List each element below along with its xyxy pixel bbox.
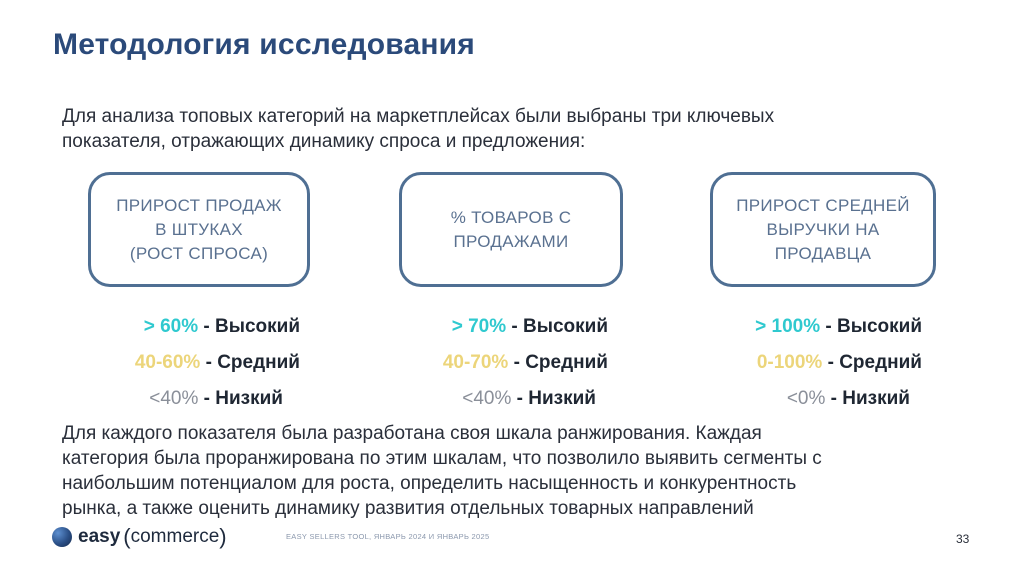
threshold-mid: 40-60% <box>134 352 201 373</box>
logo-paren-close: ) <box>219 524 227 549</box>
logo-text-commerce: commerce <box>130 526 220 547</box>
outro-line: Для каждого показателя была разработана своя шкала ранжирования. Каждая <box>62 423 762 444</box>
threshold-low: <40% <box>462 388 512 409</box>
threshold-low: <40% <box>149 388 199 409</box>
scale-sales-growth <box>60 313 300 421</box>
brand-logo <box>52 524 227 550</box>
logo-circle-icon <box>52 527 72 547</box>
scale-row-high <box>368 313 608 349</box>
outro-line: рынка, а также оценить динамику развития отдельных товарных направлений <box>62 498 754 519</box>
footer-source-text: EASY SELLERS TOOL, ЯНВАРЬ 2024 И ЯНВАРЬ 2025 <box>286 532 490 541</box>
intro-line: показателя, отражающих динамику спроса и предложения: <box>62 131 586 152</box>
level-label: - Низкий <box>198 388 283 409</box>
scale-row-low <box>60 385 300 421</box>
intro-line: Для анализа топовых категорий на маркетплейсах были выбраны три ключевых <box>62 106 775 127</box>
slide-title: Методология исследования <box>53 28 476 61</box>
level-label: - Высокий <box>820 316 922 337</box>
logo-paren-open: ( <box>123 524 131 549</box>
level-label: - Низкий <box>825 388 910 409</box>
scale-share-with-sales <box>368 313 608 421</box>
scale-row-high <box>60 313 300 349</box>
level-label: - Средний <box>508 352 608 373</box>
scale-row-low <box>368 385 608 421</box>
threshold-low: <0% <box>786 388 826 409</box>
indicator-label: % ТОВАРОВ С ПРОДАЖАМИ <box>450 207 572 251</box>
scale-row-mid <box>368 349 608 385</box>
scale-row-mid <box>60 349 300 385</box>
outro-line: категория была проранжирована по этим шкалам, что позволило выявить сегменты с <box>62 448 822 469</box>
scale-row-low <box>682 385 922 421</box>
scale-row-mid <box>682 349 922 385</box>
threshold-high: > 60% <box>143 316 199 337</box>
threshold-high: > 100% <box>755 316 821 337</box>
logo-text-easy: easy <box>78 526 121 547</box>
outro-line: наибольшим потенциалом для роста, определить насыщенность и конкурентность <box>62 473 797 494</box>
scale-revenue-per-seller <box>682 313 922 421</box>
indicator-box-share-with-sales <box>399 172 623 287</box>
indicator-box-sales-growth <box>88 172 310 287</box>
level-label: - Высокий <box>506 316 608 337</box>
threshold-mid: 40-70% <box>442 352 509 373</box>
indicator-label: ПРИРОСТ ПРОДАЖ В ШТУКАХ (РОСТ СПРОСА) <box>116 195 282 263</box>
threshold-high: > 70% <box>451 316 507 337</box>
intro-text <box>62 104 932 154</box>
level-label: - Средний <box>822 352 922 373</box>
indicator-label: ПРИРОСТ СРЕДНЕЙ ВЫРУЧКИ НА ПРОДАВЦА <box>736 195 910 263</box>
threshold-mid: 0-100% <box>756 352 823 373</box>
level-label: - Средний <box>200 352 300 373</box>
scale-row-high <box>682 313 922 349</box>
level-label: - Высокий <box>198 316 300 337</box>
level-label: - Низкий <box>511 388 596 409</box>
outro-text <box>62 421 962 521</box>
page-number: 33 <box>956 532 970 546</box>
indicator-box-revenue-per-seller <box>710 172 936 287</box>
